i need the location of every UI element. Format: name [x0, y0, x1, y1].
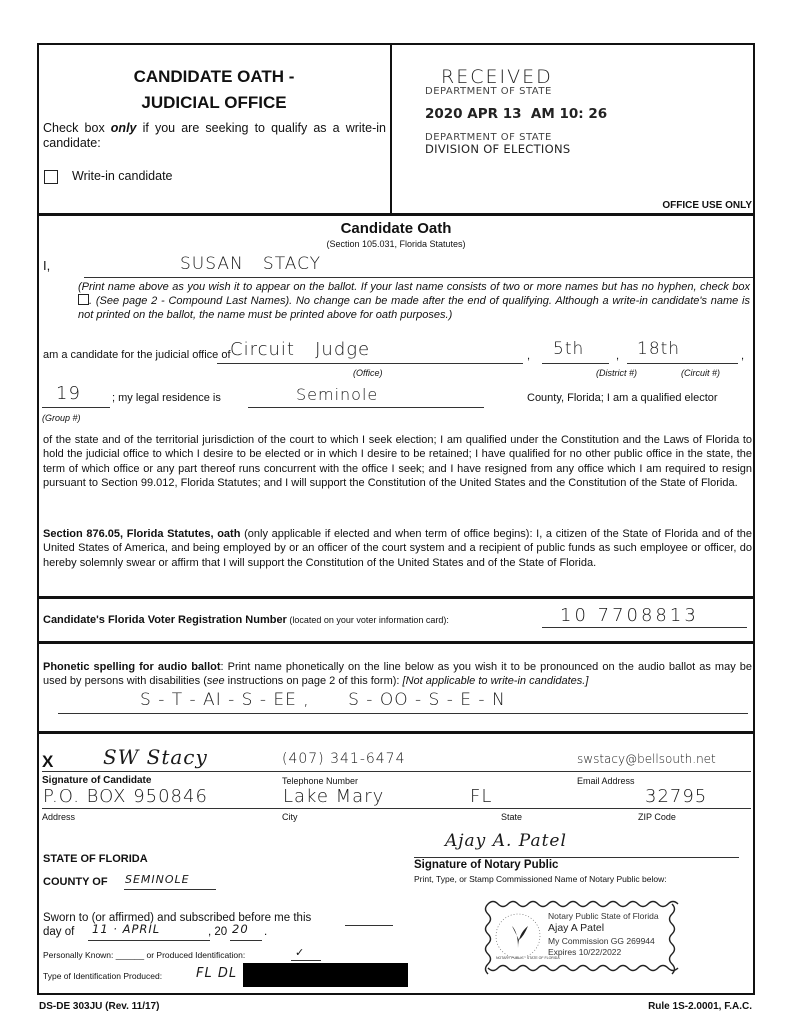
address-caption: Address [42, 812, 76, 822]
day-of-label: day of [43, 926, 75, 938]
notary-seal [482, 898, 678, 974]
year-line [230, 940, 262, 941]
voter-number-line [542, 627, 747, 628]
group-field[interactable]: 19 [56, 383, 81, 404]
section-divider-oath [38, 596, 754, 599]
year-period: . [264, 926, 268, 938]
state-field[interactable]: FL [470, 786, 493, 807]
address-field[interactable]: P.O. BOX 950846 [43, 786, 208, 807]
zip-field[interactable]: 32795 [645, 786, 708, 807]
notary-signature-line [414, 857, 739, 858]
produced-id-check[interactable]: ✓ [295, 947, 305, 959]
sworn-day-line [345, 925, 393, 926]
form-id: DS-DE 303JU (Rev. 11/17) [39, 1001, 160, 1012]
county-suffix: County, Florida; I am a qualified elector [527, 392, 718, 404]
phone-field[interactable]: (407) 341-6474 [282, 751, 406, 767]
office-use-label: OFFICE USE ONLY [662, 200, 752, 211]
county-of-label: COUNTY OF [43, 876, 108, 888]
received-stamp [425, 66, 625, 156]
signature-line [42, 771, 751, 772]
candidate-signature[interactable]: SW Stacy [103, 745, 208, 769]
seal-ring-text: NOTARY PUBLIC · STATE OF FLORIDA [496, 956, 560, 960]
stamp-received: RECEIVED [441, 66, 553, 88]
personally-known-label: Personally Known: ______ or Produced Identification: [43, 950, 246, 960]
sworn-text: Sworn to (or affirmed) and subscribed before me this [43, 912, 312, 924]
header-divider [390, 44, 392, 215]
city-field[interactable]: Lake Mary [283, 786, 385, 807]
seal-line-1: Notary Public State of Florida [548, 911, 659, 921]
form-title-line2: JUDICIAL OFFICE [141, 93, 287, 112]
email-caption: Email Address [577, 776, 635, 786]
day-line [88, 940, 210, 941]
section-divider-header [38, 213, 754, 216]
state-caption: State [501, 812, 523, 822]
notary-signature-caption: Signature of Notary Public [414, 859, 559, 871]
phone-caption: Telephone Number [282, 776, 359, 786]
state-of-florida-label: STATE OF FLORIDA [43, 853, 148, 865]
office-line [217, 363, 523, 364]
produced-id-line [291, 960, 321, 961]
writein-label: Write-in candidate [72, 169, 173, 183]
oath-paragraph-1: of the state and of the territorial jurisdiction of the court to which I seek election; I am qualified under the Constitution and the Laws of Florida to hold the judicial office to which I desire to be elected or in which I desire to be retained; I have qualified for no other public office in the state, the term of which office or any part thereof runs concurrent with the office I seek; and I have resigned from any office which I am required to resign pursuant to Section 99.012, Florida Statutes; and I will support the Constitution of the United States and the Constitution of the State of Florida. [43, 434, 752, 489]
email-field[interactable]: swstacy@bellsouth.net [577, 752, 716, 766]
print-name-note: (Print name above as you wish it to appear on the ballot. If your last name consists of two or more names but has no hyphen, check box . (See page 2 - Compound Last Names). No change can be made after the end of qualifying. Although a write-in candidate's name is not printed on the ballot, the name must be printed above for oath purposes.) [78, 281, 750, 321]
redaction-block [243, 963, 408, 987]
office-field[interactable]: Circuit Judge [230, 339, 371, 360]
compound-name-checkbox[interactable] [78, 294, 89, 305]
seal-line-2: Ajay A Patel [548, 922, 605, 934]
phonetic-instructions: Phonetic spelling for audio ballot: Print name phonetically on the line below as you wish it to be pronounced on the audio ballot as may be used by persons with disabilities (see instructions on page 2 of this form): [Not applicable to write-in candidates.] [43, 661, 753, 688]
district-line [542, 363, 609, 364]
office-prefix: am a candidate for the judicial office of [43, 349, 231, 361]
writein-checkbox[interactable] [44, 170, 58, 184]
address-line [42, 808, 751, 809]
candidate-name-field[interactable]: SUSAN STACY [180, 254, 322, 274]
id-type-field[interactable]: FL DL [196, 966, 238, 981]
year-prefix: , 20 [208, 926, 228, 938]
id-type-label: Type of Identification Produced: [43, 971, 163, 981]
year-field[interactable]: 20 [232, 922, 249, 936]
city-caption: City [282, 812, 298, 822]
stamp-division: DIVISION OF ELECTIONS [425, 142, 571, 156]
group-caption: (Group #) [42, 413, 81, 423]
i-label: I, [43, 258, 51, 273]
oath-statute: (Section 105.031, Florida Statutes) [326, 239, 466, 249]
voter-number-field[interactable]: 10 7708813 [560, 605, 699, 626]
stamp-datetime: 2020 APR 13 AM 10: 26 [425, 106, 608, 122]
notary-name-caption: Print, Type, or Stamp Commissioned Name of Notary Public below: [414, 874, 667, 884]
oath-heading: Candidate Oath [340, 220, 452, 237]
florida-seal-icon [512, 926, 528, 948]
seal-line-3: My Commission GG 269944 [548, 936, 655, 946]
oath-paragraph-2: Section 876.05, Florida Statutes, oath (only applicable if elected and when term of office begins): I, a citizen of the State of Florida and of the United States of America, and being employed by or an officer of the court system and a recipient of public funds as such employee or officer, do hereby solemnly swear or affirm that I will support the Constitution of the United States and of the State of Florida. [43, 528, 752, 569]
notary-county-line [124, 889, 216, 890]
section-divider-phonetic [38, 731, 754, 734]
residence-prefix: ; my legal residence is [112, 392, 221, 404]
stamp-department-2: DEPARTMENT OF STATE [425, 132, 552, 143]
circuit-field[interactable]: 18th [637, 339, 681, 359]
district-field[interactable]: 5th [553, 339, 585, 359]
zip-caption: ZIP Code [638, 812, 676, 822]
form-title-line1: CANDIDATE OATH - [133, 67, 295, 86]
county-line [248, 407, 484, 408]
district-caption: (District #) [596, 368, 637, 378]
group-line [42, 407, 110, 408]
phonetic-line [58, 713, 748, 714]
notary-county-field[interactable]: SEMINOLE [125, 873, 190, 886]
x-mark: X [42, 752, 54, 771]
signature-caption: Signature of Candidate [42, 775, 152, 786]
candidate-name-line [84, 277, 753, 278]
county-field[interactable]: Seminole [296, 385, 379, 404]
circuit-line [627, 363, 738, 364]
day-field[interactable]: 11 · APRIL [92, 922, 161, 936]
section-divider-voter [38, 641, 754, 644]
seal-line-4: Expires 10/22/2022 [548, 947, 622, 957]
stamp-department: DEPARTMENT OF STATE [425, 86, 552, 97]
office-caption: (Office) [353, 368, 383, 378]
circuit-caption: (Circuit #) [681, 368, 721, 378]
comma-1: , [527, 350, 531, 362]
notary-signature[interactable]: Ajay A. Patel [445, 831, 567, 851]
rule-reference: Rule 1S-2.0001, F.A.C. [648, 1001, 752, 1012]
writein-instruction: Check box only if you are seeking to qualify as a write-in candidate: [43, 121, 386, 150]
comma-2: , [616, 350, 620, 362]
phonetic-field[interactable]: S - T - AI - S - EE , S - OO - S - E - N [140, 690, 506, 710]
voter-label: Candidate's Florida Voter Registration Number (located on your voter information card): [43, 614, 449, 626]
comma-3: , [741, 350, 745, 362]
